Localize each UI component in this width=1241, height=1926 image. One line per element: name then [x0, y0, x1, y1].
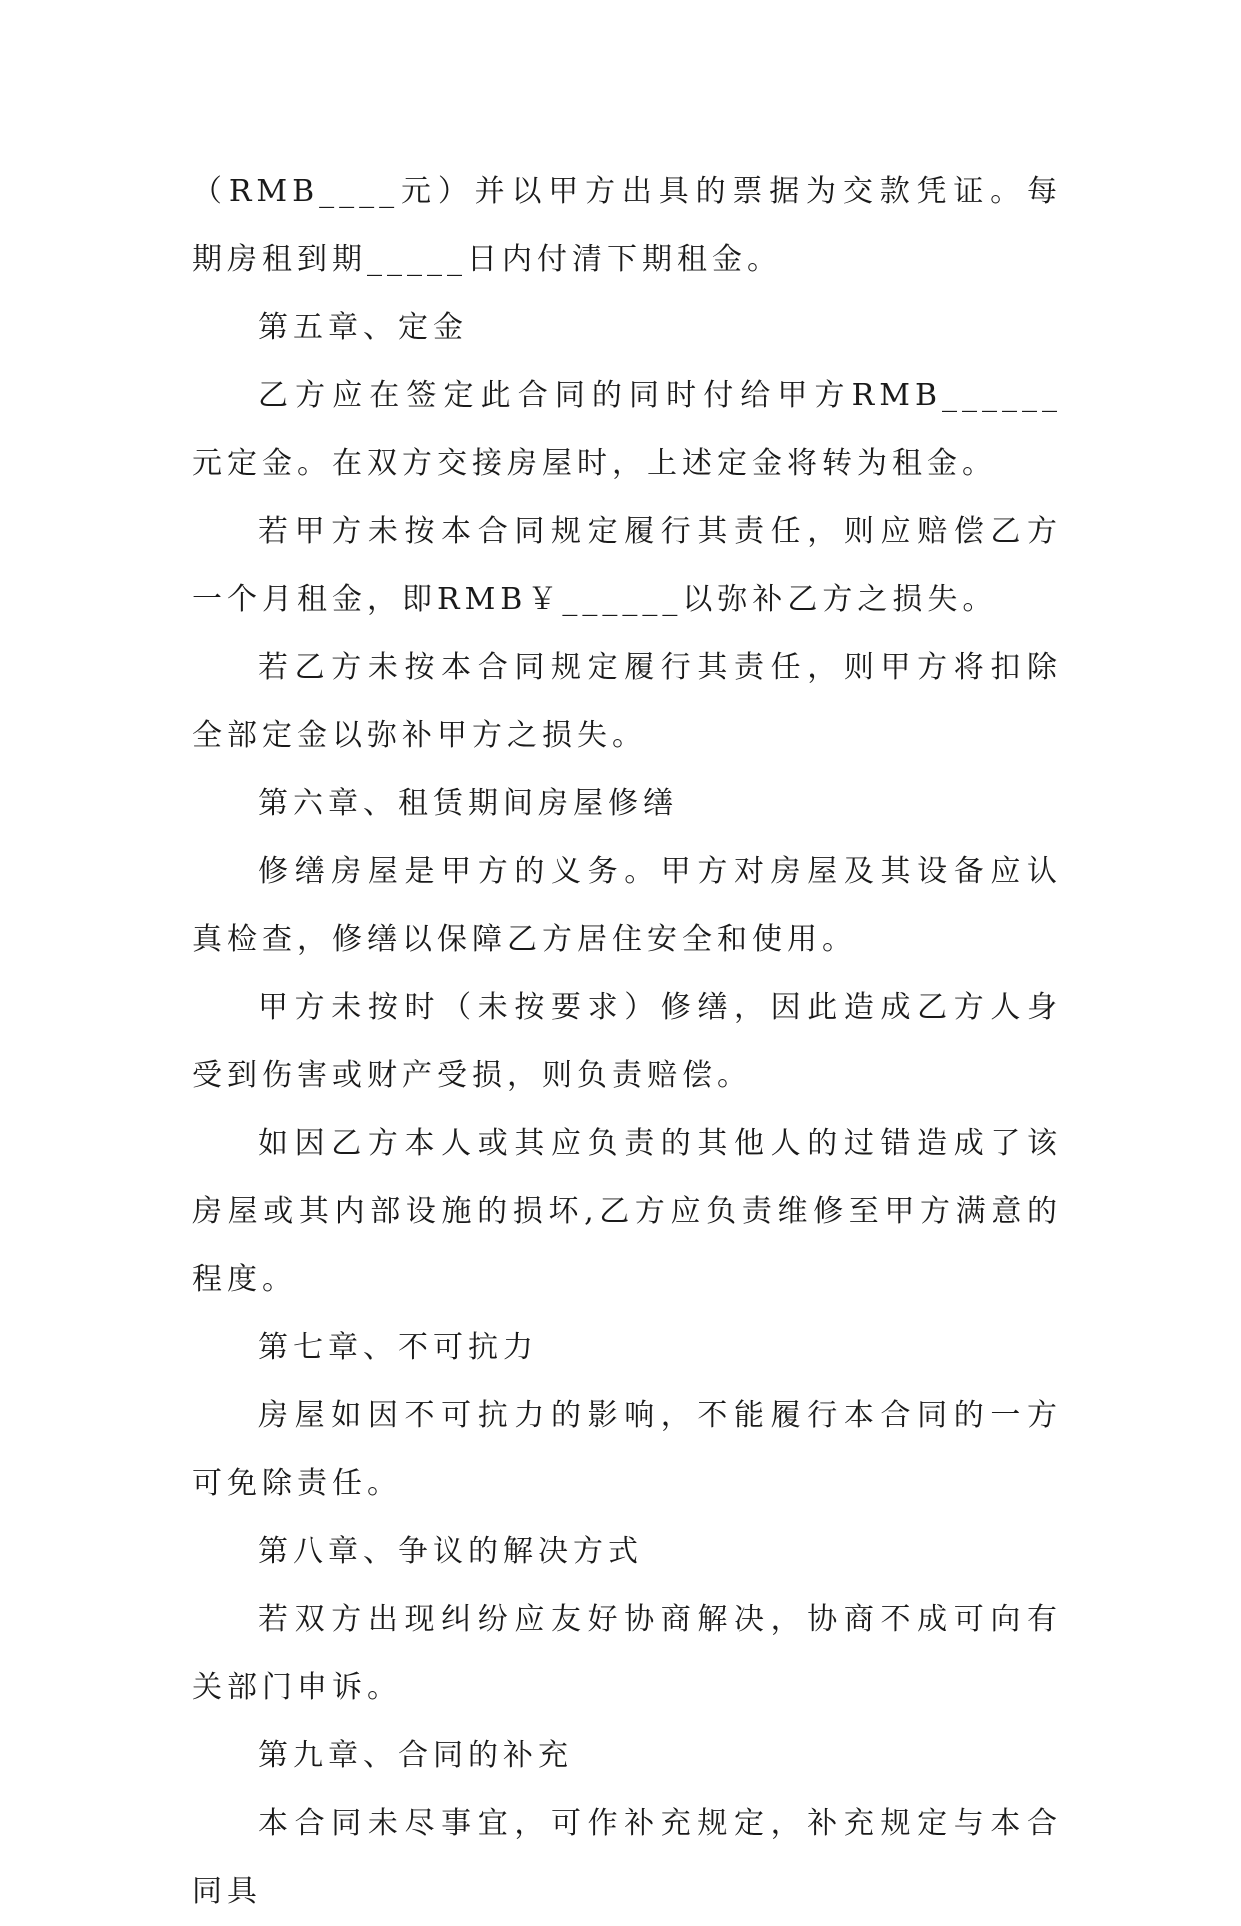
heading-chapter-7-force-majeure: 第七章、不可抗力: [258, 1330, 538, 1365]
paragraph-supplement: 本合同未尽事宜，可作补充规定，补充规定与本合同具: [192, 1806, 1062, 1909]
heading-chapter-5-deposit: 第五章、定金: [258, 310, 468, 345]
paragraph-deposit-payment: 乙方应在签定此合同的同时付给甲方RMB______元定金。在双方交接房屋时，上述定金将转为租金。: [192, 378, 1062, 481]
heading-chapter-8-disputes: 第八章、争议的解决方式: [258, 1534, 643, 1569]
paragraph-repair-delay: 甲方未按时（未按要求）修缮，因此造成乙方人身受到伤害或财产受损，则负责赔偿。: [192, 990, 1062, 1093]
paragraph-rent-payment: （RMB____元）并以甲方出具的票据为交款凭证。每期房租到期_____日内付清下期租金。: [192, 174, 1062, 277]
document-body: [192, 158, 1062, 1926]
paragraph-repair-duty: 修缮房屋是甲方的义务。甲方对房屋及其设备应认真检查，修缮以保障乙方居住安全和使用。: [192, 854, 1062, 957]
paragraph-tenant-damage: 如因乙方本人或其应负责的其他人的过错造成了该房屋或其内部设施的损坏,乙方应负责维修至甲方满意的程度。: [192, 1126, 1062, 1297]
heading-chapter-6-repairs: 第六章、租赁期间房屋修缮: [258, 786, 678, 821]
paragraph-party-b-breach: 若乙方未按本合同规定履行其责任，则甲方将扣除全部定金以弥补甲方之损失。: [192, 650, 1062, 753]
heading-chapter-9-supplement: 第九章、合同的补充: [258, 1738, 573, 1773]
paragraph-force-majeure: 房屋如因不可抗力的影响，不能履行本合同的一方可免除责任。: [192, 1398, 1062, 1501]
paragraph-dispute-resolution: 若双方出现纠纷应友好协商解决，协商不成可向有关部门申诉。: [192, 1602, 1062, 1705]
paragraph-party-a-breach: 若甲方未按本合同规定履行其责任，则应赔偿乙方一个月租金，即RMB￥______以弥补乙方之损失。: [192, 514, 1062, 617]
